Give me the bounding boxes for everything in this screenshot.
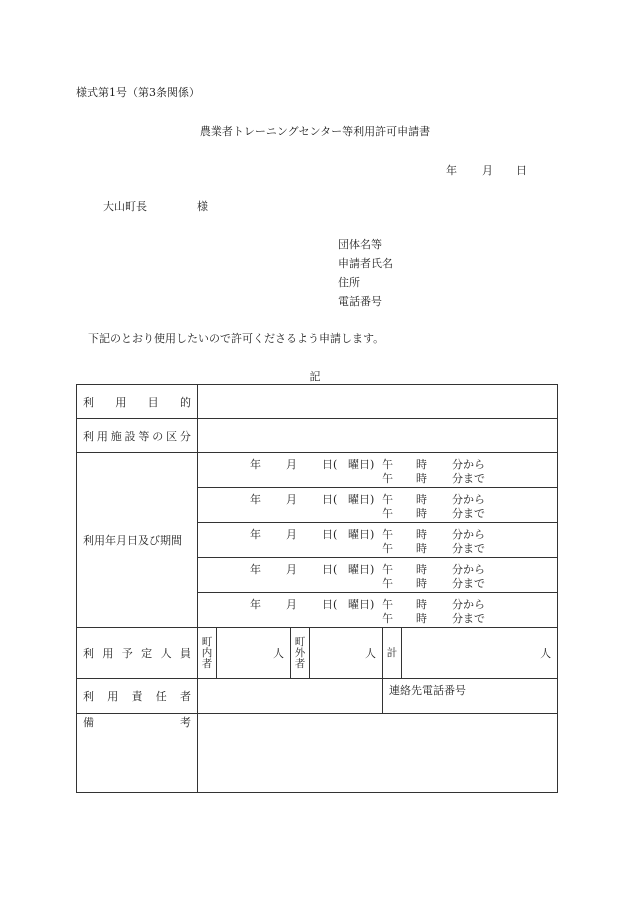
form-title: 農業者トレーニングセンター等利用許可申請書 — [199, 125, 431, 138]
planned-people-label: 利 用 予 定 人 員 — [77, 628, 198, 679]
people-unit: 人 — [540, 647, 552, 660]
period-row[interactable]: 年 月 日( 曜日) 午 時 分から 午 時 分まで — [198, 593, 558, 628]
date-month: 月 — [482, 164, 493, 177]
out-town-count-field[interactable] — [310, 628, 383, 679]
out-town-label: 町 外 者 — [291, 628, 310, 679]
applicant-name-label: 申請者氏名 — [338, 257, 393, 270]
total-label: 計 — [383, 628, 402, 679]
contact-phone-label: 連絡先電話番号 — [389, 684, 466, 697]
purpose-field[interactable] — [198, 385, 558, 419]
facility-label: 利 用 施 設 等 の 区 分 — [77, 419, 198, 453]
remarks-label: 備 考 — [77, 714, 198, 793]
addressee-honorific: 様 — [197, 200, 208, 213]
date-day: 日 — [516, 164, 527, 177]
applicant-org-label: 団体名等 — [338, 238, 382, 251]
period-row[interactable]: 年 月 日( 曜日) 午 時 分から 午 時 分まで — [198, 453, 558, 488]
people-unit: 人 — [273, 647, 284, 660]
in-town-label: 町 内 者 — [198, 628, 217, 679]
responsible-label: 利 用 責 任 者 — [77, 679, 198, 714]
facility-field[interactable] — [198, 419, 558, 453]
period-row[interactable]: 年 月 日( 曜日) 午 時 分から 午 時 分まで — [198, 558, 558, 593]
responsible-field[interactable] — [198, 679, 383, 714]
applicant-phone-label: 電話番号 — [338, 295, 382, 308]
people-unit: 人 — [365, 647, 376, 660]
period-row[interactable]: 年 月 日( 曜日) 午 時 分から 午 時 分まで — [198, 523, 558, 558]
purpose-label: 利 用 目 的 — [77, 385, 198, 419]
request-text: 下記のとおり使用したいので許可くださるよう申請します。 — [88, 332, 385, 345]
date-year: 年 — [446, 164, 457, 177]
application-table — [76, 384, 558, 793]
in-town-count-field[interactable] — [217, 628, 291, 679]
total-count-field[interactable] — [402, 628, 558, 679]
ki-heading: 記 — [309, 370, 321, 383]
remarks-field[interactable] — [198, 714, 558, 793]
addressee — [103, 198, 208, 214]
addressee-name: 大山町長 — [103, 200, 147, 213]
form-number: 様式第1号（第3条関係） — [76, 86, 200, 99]
period-label: 利用年月日及び期間 — [77, 453, 198, 628]
applicant-address-label: 住所 — [338, 276, 360, 289]
contact-phone-field[interactable] — [383, 679, 558, 714]
period-row[interactable]: 年 月 日( 曜日) 午 時 分から 午 時 分まで — [198, 488, 558, 523]
